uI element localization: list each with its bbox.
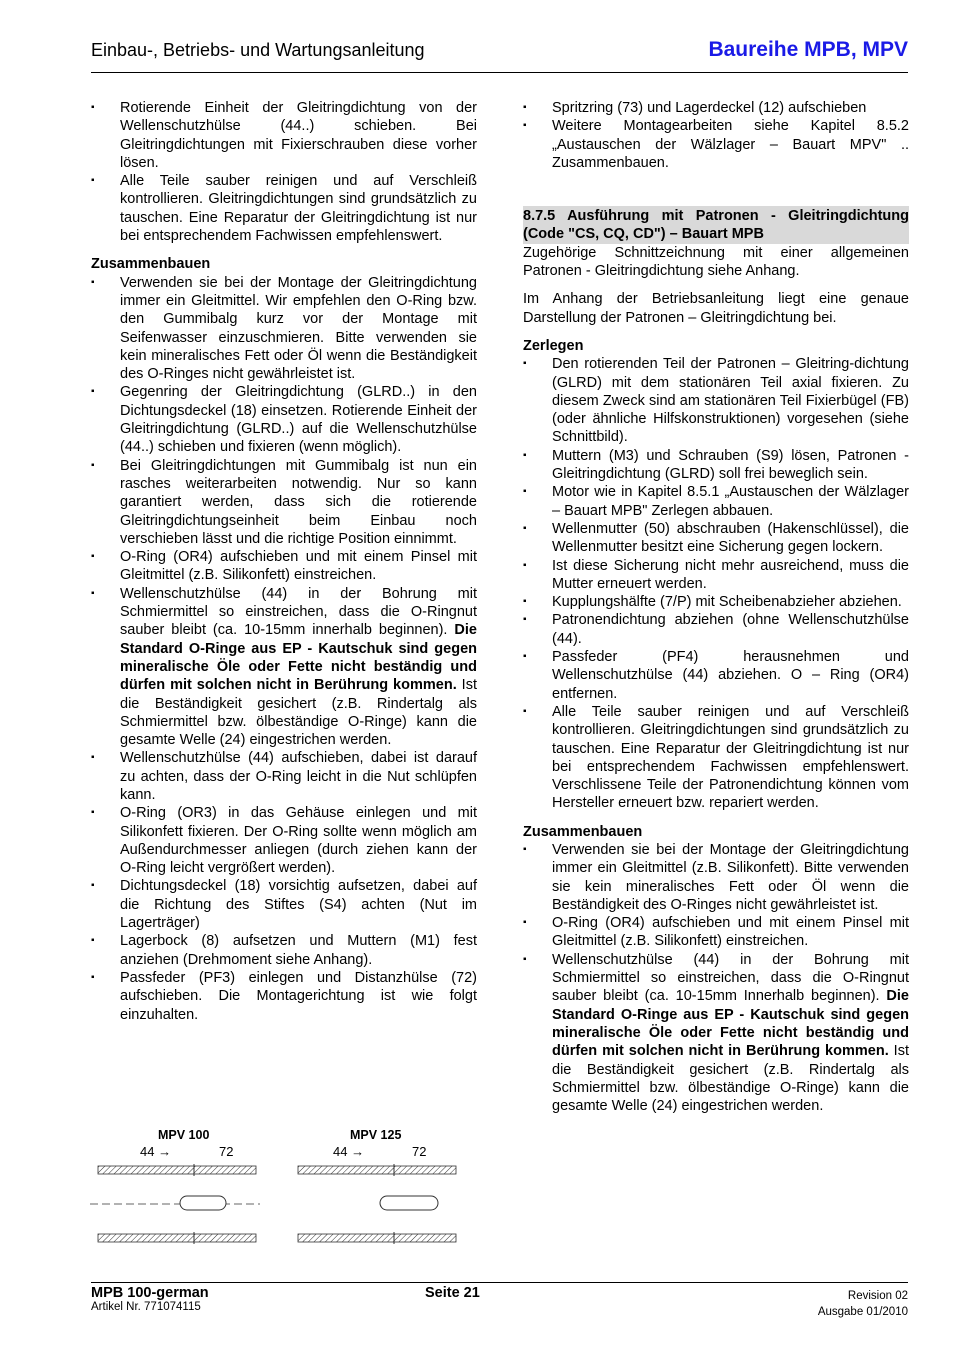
figure-label-44-mpv100: 44 → <box>140 1144 172 1159</box>
list-item: ▪ Passfeder (PF3) einlegen und Distanzhülse (72) aufschieben. Die Montagerichtung ist wie folgt einzuhalten. <box>91 969 477 1023</box>
paragraph: Zugehörige Schnittzeichnung mit einer allgemeinen Patronen - Gleitringdichtung siehe Anhang. <box>523 244 909 280</box>
left-list-a <box>91 99 477 245</box>
bullet-icon: ▪ <box>91 175 95 187</box>
doc-name: MPB 100-german <box>91 1285 209 1301</box>
bullet-icon: ▪ <box>523 651 527 663</box>
paragraph: Im Anhang der Betriebsanleitung liegt eine genaue Darstellung der Patronen – Gleitringdichtung bei. <box>523 291 909 326</box>
left-list-b <box>91 274 477 1024</box>
bullet-icon: ▪ <box>523 449 527 461</box>
figure-label-72-mpv125: 72 <box>412 1144 427 1159</box>
bullet-icon: ▪ <box>523 843 527 855</box>
list-item: ▪ Den rotierenden Teil der Patronen – Gleitring-dichtung (GLRD) mit dem stationären Teil axial fixieren. Zu diesem Zweck sind am stationären Teil Fixierbügel (FB) (oder ähnliche Hilfskonstruktionen) vorgesehen (siehe Schnittbild). <box>523 356 909 446</box>
list-item: ▪ Bei Gleitringdichtungen mit Gummibalg ist nun ein rasches weiterarbeiten notwendig. Nur so kann garantiert werden, dass sich die rotierende Gleitringdichtungseinheit beim Einbau noch verschieben lässt und die richtige Position einnimmt. <box>91 457 477 547</box>
bullet-icon: ▪ <box>523 917 527 929</box>
right-list-b <box>523 355 909 812</box>
list-item: ▪ Wellenschutzhülse (44) in der Bohrung mit Schmiermittel so einstreichen, dass die O-Ringnut sauber bleibt (ca. 10-15mm innerhalb beginnen). Die Standard O-Ringe aus EP - Kautschuk sind gegen mineralische Öle oder Fette nicht beständig und dürfen mit solchen nicht in Berührung kommen. Ist die Beständigkeit gesichert (z.B. Rindertalg als Schmiermittel bzw. ölbeständige O-Ringe) kann die gesamte Welle (24) eingestrichen werden. <box>91 585 477 749</box>
bullet-icon: ▪ <box>91 386 95 398</box>
bullet-icon: ▪ <box>523 102 527 113</box>
list-item: ▪ Lagerbock (8) aufsetzen und Muttern (M1) fest anziehen (Drehmoment siehe Anhang). <box>91 933 477 968</box>
list-item: ▪ Wellenschutzhülse (44) aufschieben, dabei ist darauf zu achten, dass der O-Ring leicht in die Nut schlüpfen kann. <box>91 750 477 803</box>
bullet-icon: ▪ <box>91 102 95 113</box>
list-item: ▪ Kupplungshälfte (7/P) mit Scheibenabzieher abziehen. <box>523 594 902 611</box>
header-divider <box>91 72 908 73</box>
figure-label-72-mpv100: 72 <box>219 1144 234 1159</box>
footer-right <box>818 1288 908 1320</box>
list-item: ▪ Wellenmutter (50) abschrauben (Hakenschlüssel), die Wellenmutter besitzt eine Sicherung gegen lockern. <box>523 520 909 556</box>
subheading-zusammenbauen: Zusammenbauen <box>91 256 211 273</box>
bullet-icon: ▪ <box>91 880 95 892</box>
bullet-icon: ▪ <box>91 971 95 983</box>
warning-text: Die Standard O-Ringe aus EP - Kautschuk sind gegen mineralische Öle oder Fette nicht beständig und dürfen mit solchen nicht in Berührung kommen. <box>552 988 909 1060</box>
bullet-icon: ▪ <box>91 752 95 764</box>
bullet-icon: ▪ <box>91 587 95 599</box>
footer-divider <box>91 1282 908 1283</box>
list-item: ▪ Alle Teile sauber reinigen und auf Verschleiß kontrollieren. Gleitringdichtungen sind grundsätzlich zu tauschen. Eine Reparatur der Gleitringdichtung ist nur bei entsprechendem Fachwissen empfehlenswert. <box>91 173 477 245</box>
footer-left <box>91 1285 209 1313</box>
bullet-icon: ▪ <box>523 953 527 965</box>
figure-title-mpv125: MPV 125 <box>350 1128 402 1142</box>
bullet-icon: ▪ <box>523 559 527 571</box>
list-item: ▪ Spritzring (73) und Lagerdeckel (12) aufschieben <box>523 100 867 116</box>
figure-mpv125-drawing <box>290 1158 465 1248</box>
list-item: ▪ Ist diese Sicherung nicht mehr ausreichend, muss die Mutter erneuert werden. <box>523 557 909 592</box>
list-item: ▪ Motor wie in Kapitel 8.5.1 „Austauschen der Wälzlager – Bauart MPB" Zerlegen abbauen. <box>523 484 909 519</box>
bullet-icon: ▪ <box>523 522 527 534</box>
bullet-icon: ▪ <box>523 486 527 498</box>
figure-label-44-mpv125: 44 → <box>333 1144 365 1159</box>
figure-title-mpv100: MPV 100 <box>158 1128 210 1142</box>
series-title: Baureihe MPB, MPV <box>708 38 908 61</box>
right-column <box>523 99 909 1115</box>
list-item: ▪ Muttern (M3) und Schrauben (S9) lösen, Patronen - Gleitringdichtung (GLRD) soll frei beweglich sein. <box>523 447 909 483</box>
list-item: ▪ Verwenden sie bei der Montage der Gleitringdichtung immer ein Gleitmittel. Wir empfehlen den O-Ring bzw. den Gummibalg kurz vor der Montage mit Seifenwasser einzuschmieren. Bitte verwenden sie kein mineralisches Fett oder Öl wenn die Beständigkeit des O-Ringes nicht gewährleistet ist. <box>91 274 477 383</box>
bullet-icon: ▪ <box>91 551 95 563</box>
list-item: ▪ Verwenden sie bei der Montage der Gleitringdichtung immer ein Gleitmittel (z.B. Silikonfett). Bitte verwenden sie kein mineralisches Fett oder Öl wenn die Beständigkeit des O-Ringes nicht gewährleistet ist. <box>523 841 909 913</box>
list-item: ▪ Dichtungsdeckel (18) vorsichtig aufsetzen, dabei auf die Richtung des Stiftes (S4) achten (Nut im Lagerträger) <box>91 878 477 932</box>
figure-mpv100-drawing <box>90 1158 265 1248</box>
list-item: ▪ Rotierende Einheit der Gleitringdichtung von der Wellenschutzhülse (44..) schieben. Bei Gleitringdichtungen mit Fixierschrauben diese vorher lösen. <box>91 100 477 171</box>
bullet-icon: ▪ <box>91 807 95 819</box>
right-list-c <box>523 841 909 1115</box>
subheading-zusammenbauen: Zusammenbauen <box>523 823 643 840</box>
list-item: ▪ Alle Teile sauber reinigen und auf Verschleiß kontrollieren. Gleitringdichtungen sind grundsätzlich zu tauschen. Eine Reparatur der Gleitringdichtung ist nur bei entsprechendem Fachwissen empfehlenswert. Verschlissene Teile der Patronendichtung können vom Hersteller erneuert bzw. repariert werden. <box>523 703 909 812</box>
bullet-icon: ▪ <box>523 120 527 132</box>
list-item: ▪ Passfeder (PF4) herausnehmen und Wellenschutzhülse (44) abziehen. O – Ring (OR4) entfernen. <box>523 649 909 702</box>
edition: Ausgabe 01/2010 <box>817 1306 908 1318</box>
list-item: ▪ Patronendichtung abziehen (ohne Wellenschutzhülse (44). <box>523 612 909 647</box>
list-item: ▪ O-Ring (OR4) aufschieben und mit einem Pinsel mit Gleitmittel (z.B. Silikonfett) einstreichen. <box>523 915 909 950</box>
page-number: Seite 21 <box>425 1285 480 1301</box>
section-title-8-7-5: 8.7.5 Ausführung mit Patronen - Gleitringdichtung (Code "CS, CQ, CD") – Bauart MPB <box>523 208 909 243</box>
list-item: ▪ Weitere Montagearbeiten siehe Kapitel 8.5.2 „Austauschen der Wälzlager – Bauart MPV" .. Zusammenbauen. <box>523 118 909 171</box>
article-number: Artikel Nr. 771074115 <box>91 1301 201 1313</box>
bullet-icon: ▪ <box>91 935 95 947</box>
revision: Revision 02 <box>847 1290 908 1302</box>
bullet-icon: ▪ <box>523 358 527 370</box>
list-item: ▪ Wellenschutzhülse (44) in der Bohrung mit Schmiermittel so einstreichen, dass die O-Ringnut sauber bleibt (ca. 10-15mm Innerhalb beginnen). Die Standard O-Ringe aus EP - Kautschuk sind gegen mineralische Öle oder Fette nicht beständig und dürfen mit solchen nicht in Berührung kommen. Ist die Beständigkeit gesichert (z.B. Rindertalg als Schmiermittel bzw. ölbeständige O-Ringe) kann die gesamte Welle (24) eingestrichen werden. <box>523 951 909 1115</box>
subheading-zerlegen: Zerlegen <box>523 337 584 354</box>
bullet-icon: ▪ <box>523 614 527 626</box>
bullet-icon: ▪ <box>91 276 95 288</box>
list-item: ▪ Gegenring der Gleitringdichtung (GLRD..) in den Dichtungsdeckel (18) einsetzen. Rotierende Einheit der Gleitringdichtung (GLRD..) auf die Wellenschutzhülse (44..) schieben und fixieren (wenn möglich). <box>91 384 477 456</box>
bullet-icon: ▪ <box>91 459 95 471</box>
bullet-icon: ▪ <box>523 596 527 608</box>
bullet-icon: ▪ <box>523 705 527 717</box>
header-title: Einbau-, Betriebs- und Wartungsanleitung <box>91 40 425 60</box>
list-item: ▪ O-Ring (OR3) in das Gehäuse einlegen und mit Silikonfett fixieren. Der O-Ring sollte wenn möglich am Außendurchmesser anliegen (durch ziehen kann der O-Ring leicht vergrößert werden). <box>91 805 477 877</box>
left-column <box>91 99 477 1024</box>
warning-text: Die Standard O-Ringe aus EP - Kautschuk sind gegen mineralische Öle oder Fette nicht beständig und dürfen mit solchen nicht in Berührung kommen. <box>120 622 477 694</box>
list-item: ▪ O-Ring (OR4) aufschieben und mit einem Pinsel mit Gleitmittel (z.B. Silikonfett) einstreichen. <box>91 549 477 584</box>
right-list-a <box>523 99 909 172</box>
